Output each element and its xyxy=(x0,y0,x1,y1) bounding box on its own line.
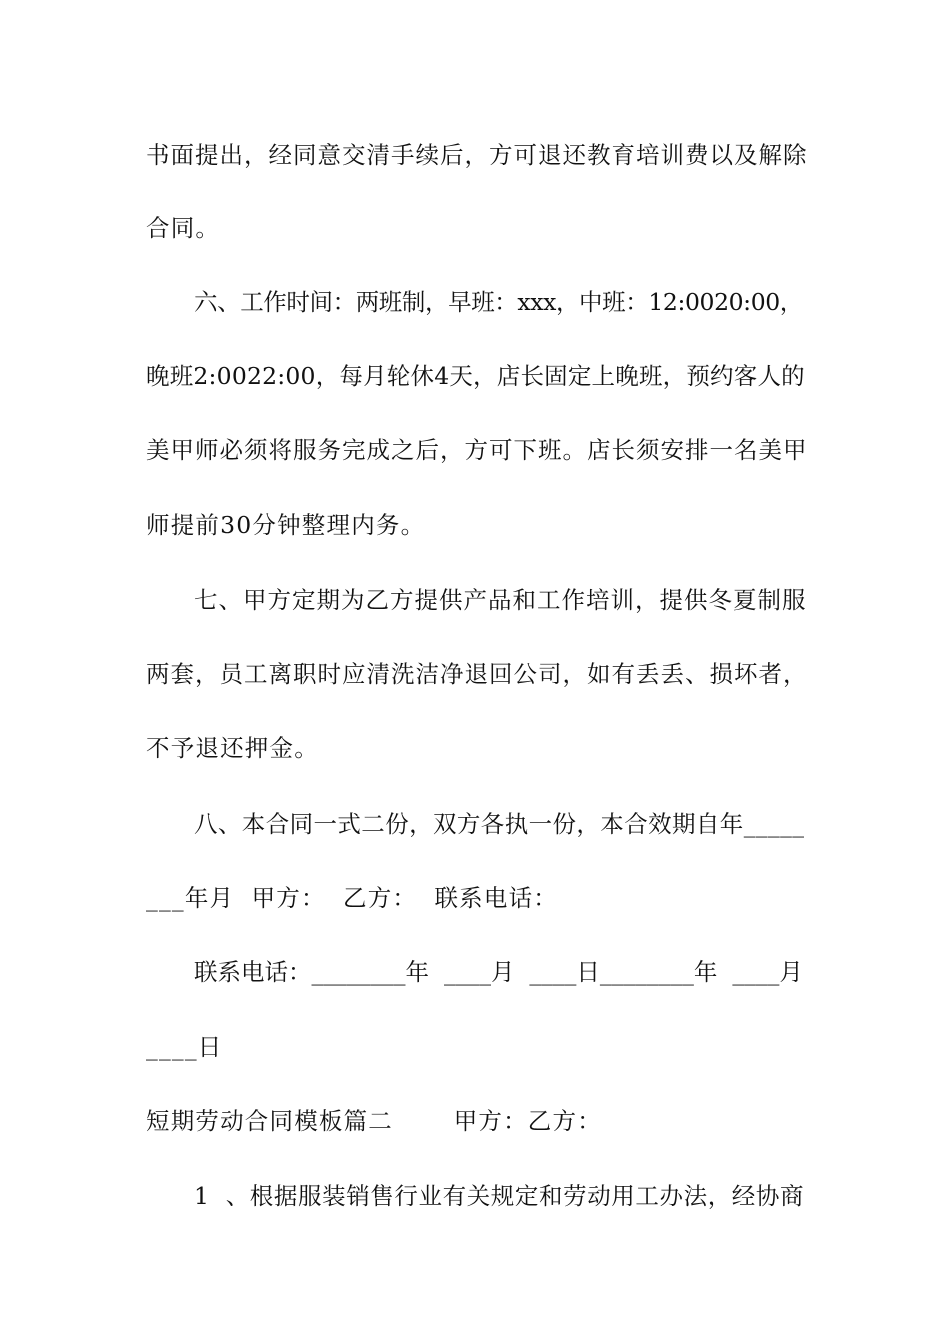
paragraph-line: ___年月 甲方： 乙方： 联系电话： xyxy=(146,884,558,912)
paragraph-line: 七、甲方定期为乙方提供产品和工作培训，提供冬夏制服 xyxy=(194,586,807,614)
paragraph-line: 1 、根据服装销售行业有关规定和劳动用工办法，经协商 xyxy=(194,1182,805,1210)
paragraph-line: 书面提出，经同意交清手续后，方可退还教育培训费以及解除 xyxy=(146,141,808,169)
paragraph-line: 两套，员工离职时应清洗洁净退回公司，如有丢丢、损坏者， xyxy=(146,660,808,688)
paragraph-line: 师提前30分钟整理内务。 xyxy=(146,511,426,539)
paragraph-line: 美甲师必须将服务完成之后，方可下班。店长须安排一名美甲 xyxy=(146,436,808,464)
paragraph-line: ____日 xyxy=(146,1033,223,1061)
paragraph-line: 合同。 xyxy=(146,214,221,242)
paragraph-line: 六、工作时间：两班制，早班：xxx，中班：12:0020:00， xyxy=(194,288,803,316)
section-heading: 短期劳动合同模板篇二 甲方：乙方： xyxy=(146,1107,602,1135)
paragraph-line: 八、本合同一式二份，双方各执一份，本合效期自年_____ xyxy=(194,810,805,838)
paragraph-line: 晚班2:0022:00，每月轮休4天，店长固定上晚班，预约客人的 xyxy=(146,362,805,390)
paragraph-line: 不予退还押金。 xyxy=(146,734,319,762)
paragraph-line: 联系电话：________年 ____月 ____日________年 ____月 xyxy=(194,958,803,986)
